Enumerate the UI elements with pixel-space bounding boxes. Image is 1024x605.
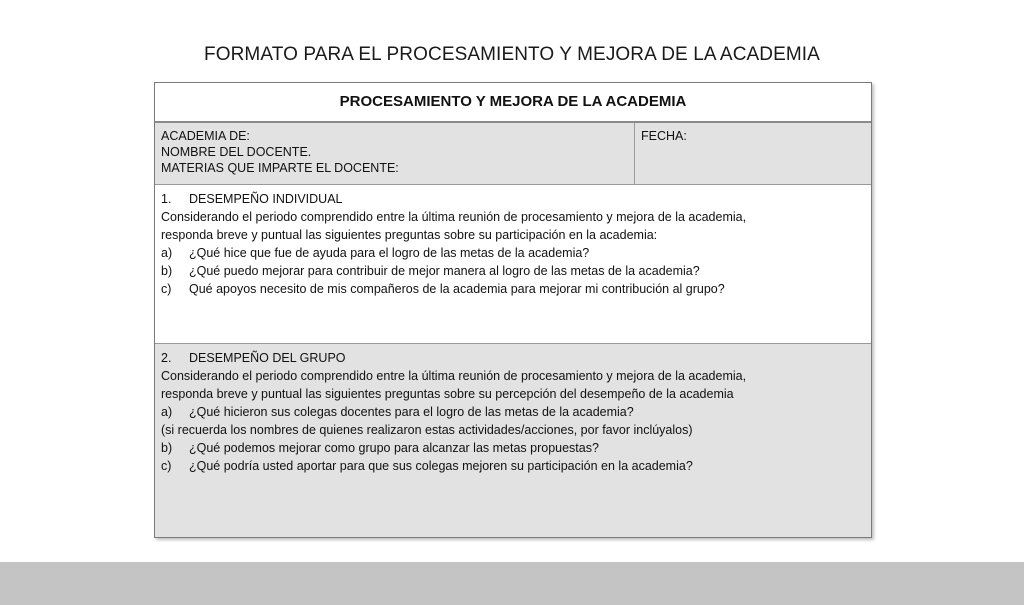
table-header: PROCESAMIENTO Y MEJORA DE LA ACADEMIA	[155, 83, 871, 123]
materias-label: MATERIAS QUE IMPARTE EL DOCENTE:	[161, 161, 399, 175]
question-note: (si recuerda los nombres de quienes realizaron estas actividades/acciones, por favor inclúyalos)	[161, 423, 693, 437]
info-cell-left	[155, 123, 635, 184]
question-text: Qué apoyos necesito de mis compañeros de la academia para mejorar mi contribución al grupo?	[189, 282, 725, 296]
question-letter: b)	[161, 264, 173, 278]
section-title-text: DESEMPEÑO INDIVIDUAL	[189, 192, 343, 206]
question-text: ¿Qué podemos mejorar como grupo para alcanzar las metas propuestas?	[189, 441, 599, 455]
question-letter: c)	[161, 459, 172, 473]
section-intro: Considerando el periodo comprendido entre la última reunión de procesamiento y mejora de la academia,	[161, 369, 747, 383]
fecha-label: FECHA:	[641, 129, 687, 143]
question-letter: b)	[161, 441, 173, 455]
info-row	[155, 123, 871, 185]
question-text: ¿Qué hicieron sus colegas docentes para el logro de las metas de la academia?	[189, 405, 634, 419]
page-title: FORMATO PARA EL PROCESAMIENTO Y MEJORA DE LA ACADEMIA	[204, 44, 820, 65]
question-item	[161, 244, 865, 262]
docente-label: NOMBRE DEL DOCENTE.	[161, 145, 312, 159]
question-letter: a)	[161, 405, 173, 419]
form-table	[154, 82, 872, 538]
section-intro: responda breve y puntual las siguientes preguntas sobre su percepción del desempeño de la academia	[161, 387, 734, 401]
question-text: ¿Qué puedo mejorar para contribuir de mejor manera al logro de las metas de la academia?	[189, 264, 700, 278]
section-title	[161, 349, 865, 367]
section-title	[161, 190, 865, 208]
question-item	[161, 457, 865, 475]
academia-label: ACADEMIA DE:	[161, 129, 250, 143]
info-cell-right	[635, 123, 871, 184]
section-intro: responda breve y puntual las siguientes preguntas sobre su participación en la academia:	[161, 228, 658, 242]
question-letter: c)	[161, 282, 172, 296]
question-text: ¿Qué hice que fue de ayuda para el logro de las metas de la academia?	[189, 246, 590, 260]
question-item	[161, 280, 865, 298]
question-text: ¿Qué podría usted aportar para que sus colegas mejoren su participación en la academia?	[189, 459, 693, 473]
section-grupo	[155, 344, 871, 537]
section-number: 2.	[161, 351, 172, 365]
question-item	[161, 439, 865, 457]
question-letter: a)	[161, 246, 173, 260]
question-item	[161, 262, 865, 280]
section-individual	[155, 185, 871, 344]
section-title-text: DESEMPEÑO DEL GRUPO	[189, 351, 346, 365]
footer-band	[0, 562, 1024, 605]
section-number: 1.	[161, 192, 172, 206]
section-intro: Considerando el periodo comprendido entre la última reunión de procesamiento y mejora de la academia,	[161, 210, 747, 224]
question-item	[161, 403, 865, 421]
